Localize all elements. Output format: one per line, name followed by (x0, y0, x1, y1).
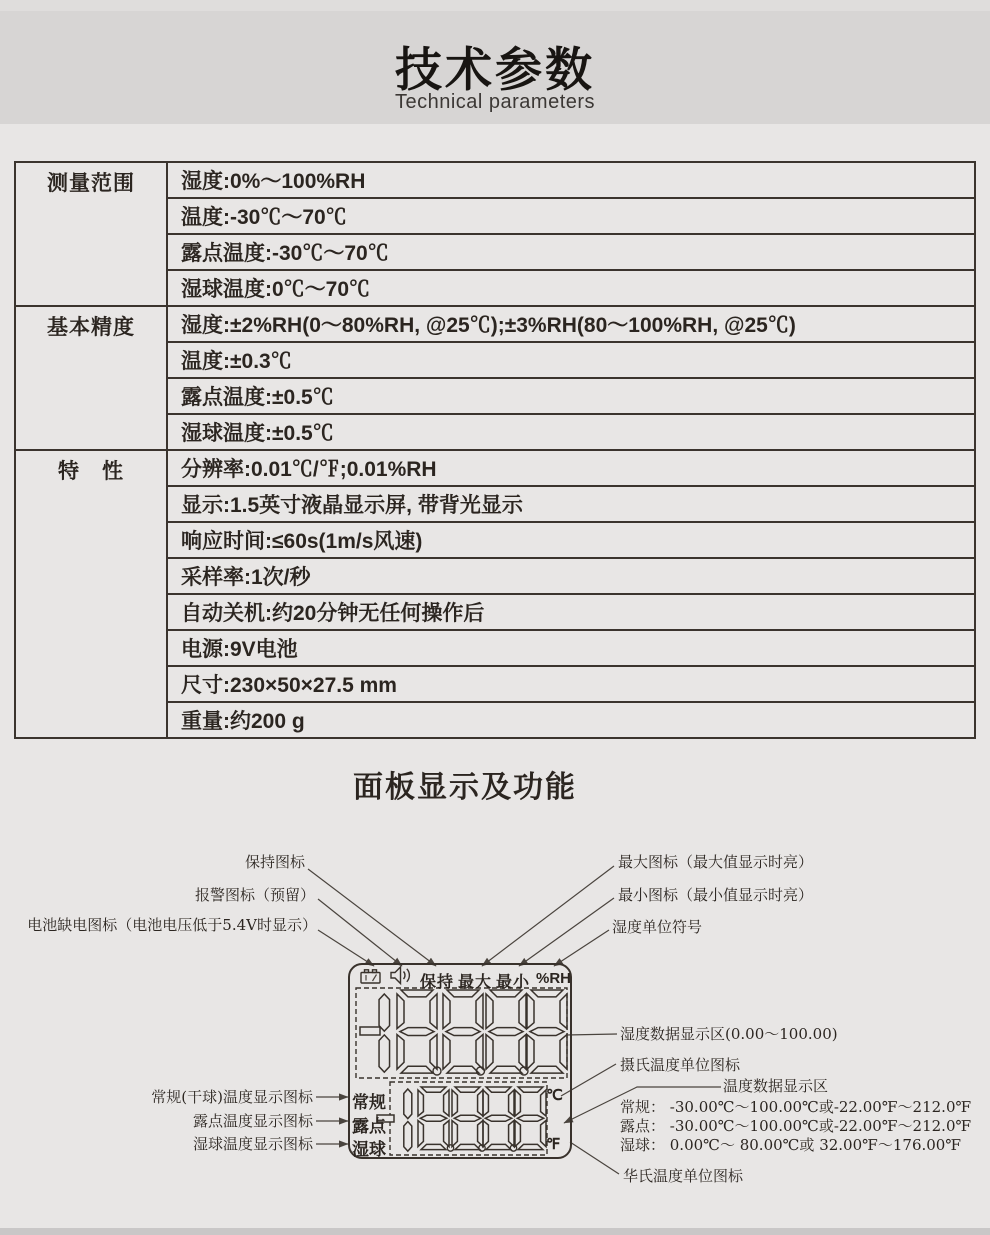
spec-cell: 尺寸:230×50×27.5 mm (167, 666, 975, 702)
spec-cell: 湿度:±2%RH(0～80%RH, @25℃);±3%RH(80～100%RH, @25℃) (167, 306, 975, 342)
humidity-display-area (356, 988, 567, 1078)
group-header-range: 测量范围 (15, 162, 167, 306)
spec-cell: 湿球温度:±0.5℃ (167, 414, 975, 450)
bottom-strip (0, 1228, 990, 1235)
callout-temp-area: 温度数据显示区 (723, 1077, 829, 1095)
alarm-speaker-icon (391, 967, 409, 984)
table-row (15, 450, 975, 486)
group-header-accuracy: 基本精度 (15, 306, 167, 450)
temp-range-dewpoint: 露点： -30.00℃～100.00℃或-22.00℉～212.0℉ (620, 1117, 972, 1135)
spec-cell: 温度:-30℃～70℃ (167, 198, 975, 234)
spec-cell: 露点温度:±0.5℃ (167, 378, 975, 414)
spec-cell: 采样率:1次/秒 (167, 558, 975, 594)
spec-cell: 自动关机:约20分钟无任何操作后 (167, 594, 975, 630)
table-row (15, 306, 975, 342)
callout-max-icon: 最大图标（最大值显示时亮） (618, 853, 814, 871)
lcd-wetbulb-label: 湿球 (352, 1140, 386, 1159)
minus-sign (360, 1027, 380, 1035)
spec-cell: 响应时间:≤60s(1m/s风速) (167, 522, 975, 558)
group-header-features: 特 性 (15, 450, 167, 738)
lcd-hold-label: 保持 (420, 974, 455, 991)
callout-humidity-area: 湿度数据显示区(0.00～100.00) (620, 1025, 838, 1043)
callout-celsius-icon: 摄氏温度单位图标 (620, 1056, 741, 1074)
callout-battery-low-icon: 电池缺电图标（电池电压低于5.4V时显示） (27, 916, 317, 934)
spec-cell: 露点温度:-30℃～70℃ (167, 234, 975, 270)
callout-hold-icon: 保持图标 (244, 853, 305, 871)
callout-alarm-icon: 报警图标（预留） (194, 886, 315, 904)
lcd-fahrenheit-unit: ℉ (546, 1136, 561, 1153)
callout-dewpoint-temp-icon: 露点温度显示图标 (192, 1112, 313, 1130)
callout-normal-temp-icon: 常规(干球)温度显示图标 (151, 1088, 313, 1106)
lcd-rh-unit: %RH (536, 970, 572, 987)
page-title: 技术参数 (395, 43, 595, 96)
callout-min-icon: 最小图标（最小值显示时亮） (618, 886, 814, 904)
temperature-display-area (377, 1082, 547, 1155)
spec-cell: 重量:约200 g (167, 702, 975, 738)
section-title: 面板显示及功能 (353, 771, 577, 804)
spec-cell: 温度:±0.3℃ (167, 342, 975, 378)
spec-cell: 电源:9V电池 (167, 630, 975, 666)
lcd-normal-label: 常规 (352, 1093, 386, 1112)
lcd-dewpoint-label: 露点 (352, 1117, 386, 1136)
callout-humidity-unit: 湿度单位符号 (612, 918, 703, 936)
spec-cell: 湿度:0%～100%RH (167, 162, 975, 198)
title-band (0, 11, 990, 124)
lcd-max-label: 最大 (458, 974, 493, 991)
table-row (15, 162, 975, 198)
lcd-min-label: 最小 (496, 974, 531, 991)
top-strip (0, 0, 990, 11)
lcd-celsius-unit: ℃ (546, 1087, 563, 1104)
battery-low-icon (361, 970, 380, 983)
spec-table (14, 161, 976, 739)
spec-cell: 显示:1.5英寸液晶显示屏, 带背光显示 (167, 486, 975, 522)
page-subtitle: Technical parameters (394, 91, 596, 113)
callout-wetbulb-temp-icon: 湿球温度显示图标 (192, 1135, 313, 1153)
callout-fahrenheit-icon: 华氏温度单位图标 (623, 1167, 744, 1185)
temp-range-wetbulb: 湿球： 0.00℃～ 80.00℃或 32.00℉～176.00℉ (620, 1136, 962, 1154)
temp-range-normal: 常规： -30.00℃～100.00℃或-22.00℉～212.0℉ (620, 1098, 972, 1116)
spec-cell: 湿球温度:0℃～70℃ (167, 270, 975, 306)
spec-cell: 分辨率:0.01℃/℉;0.01%RH (167, 450, 975, 486)
